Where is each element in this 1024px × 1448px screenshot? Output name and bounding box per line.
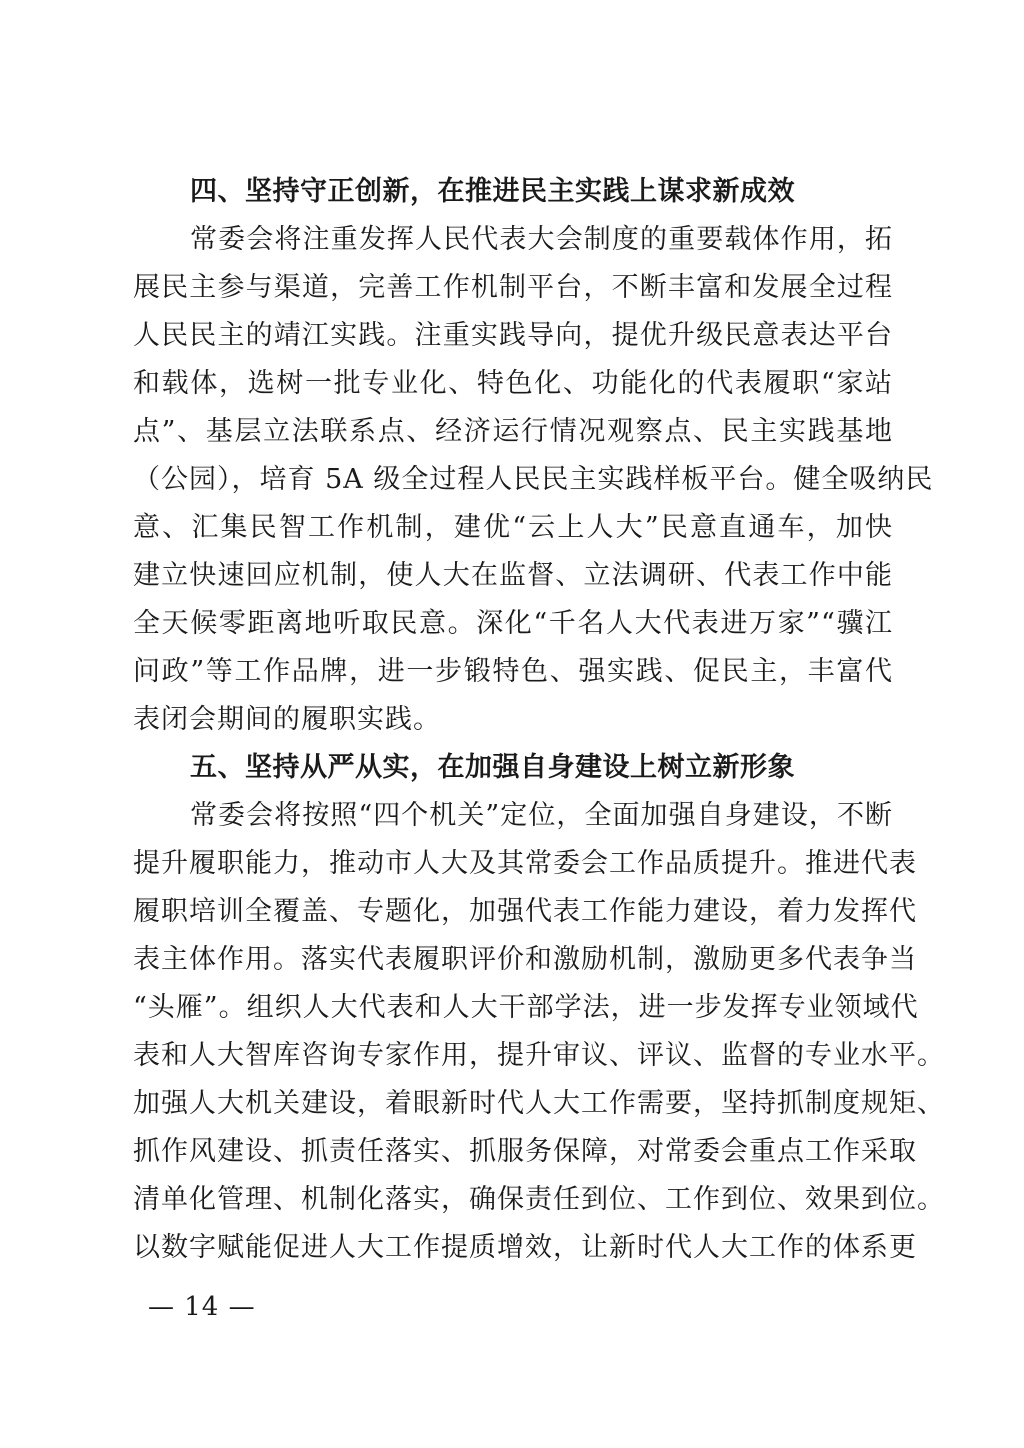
paragraph-line: 全天候零距离地听取民意。深化“千名人大代表进万家”“骥江	[133, 608, 893, 639]
paragraph-line: 以数字赋能促进人大工作提质增效，让新时代人大工作的体系更	[133, 1232, 917, 1263]
section-5-heading: 五、坚持从严从实，在加强自身建设上树立新形象	[190, 752, 795, 783]
paragraph-line: 建立快速回应机制，使人大在监督、立法调研、代表工作中能	[133, 560, 893, 591]
paragraph-line: 问政”等工作品牌，进一步锻特色、强实践、促民主，丰富代	[133, 656, 893, 687]
paragraph-line: “头雁”。组织人大代表和人大干部学法，进一步发挥专业领域代	[133, 992, 919, 1023]
paragraph-line: 表和人大智库咨询专家作用，提升审议、评议、监督的专业水平。	[133, 1040, 945, 1071]
paragraph-line: 表闭会期间的履职实践。	[133, 704, 441, 735]
paragraph-line: 清单化管理、机制化落实，确保责任到位、工作到位、效果到位。	[133, 1184, 945, 1215]
paragraph-line: 履职培训全覆盖、专题化，加强代表工作能力建设，着力发挥代	[133, 896, 917, 927]
page-number: — 14 —	[148, 1292, 256, 1322]
paragraph-line: 意、汇集民智工作机制，建优“云上人大”民意直通车，加快	[133, 512, 893, 543]
paragraph-line: 抓作风建设、抓责任落实、抓服务保障，对常委会重点工作采取	[133, 1136, 917, 1167]
page-body	[133, 168, 945, 1272]
paragraph-line: 点”、基层立法联系点、经济运行情况观察点、民主实践基地	[133, 416, 893, 447]
paragraph-line: 表主体作用。落实代表履职评价和激励机制，激励更多代表争当	[133, 944, 917, 975]
paragraph-line: 和载体，选树一批专业化、特色化、功能化的代表履职“家站	[133, 368, 893, 399]
paragraph-line: 人民民主的靖江实践。注重实践导向，提优升级民意表达平台	[133, 320, 893, 351]
paragraph-line: 展民主参与渠道，完善工作机制平台，不断丰富和发展全过程	[133, 272, 893, 303]
paragraph-line: 加强人大机关建设，着眼新时代人大工作需要，坚持抓制度规矩、	[133, 1088, 945, 1119]
section-5-paragraph	[133, 792, 945, 1272]
section-4-heading: 四、坚持守正创新，在推进民主实践上谋求新成效	[190, 176, 795, 207]
paragraph-line: 常委会将按照“四个机关”定位，全面加强自身建设，不断	[190, 800, 893, 831]
paragraph-line: 常委会将注重发挥人民代表大会制度的重要载体作用，拓	[190, 224, 893, 255]
paragraph-line: 提升履职能力，推动市人大及其常委会工作品质提升。推进代表	[133, 848, 917, 879]
paragraph-line: （公园），培育 5A 级全过程人民民主实践样板平台。健全吸纳民	[133, 464, 934, 495]
section-4-paragraph	[133, 216, 934, 744]
